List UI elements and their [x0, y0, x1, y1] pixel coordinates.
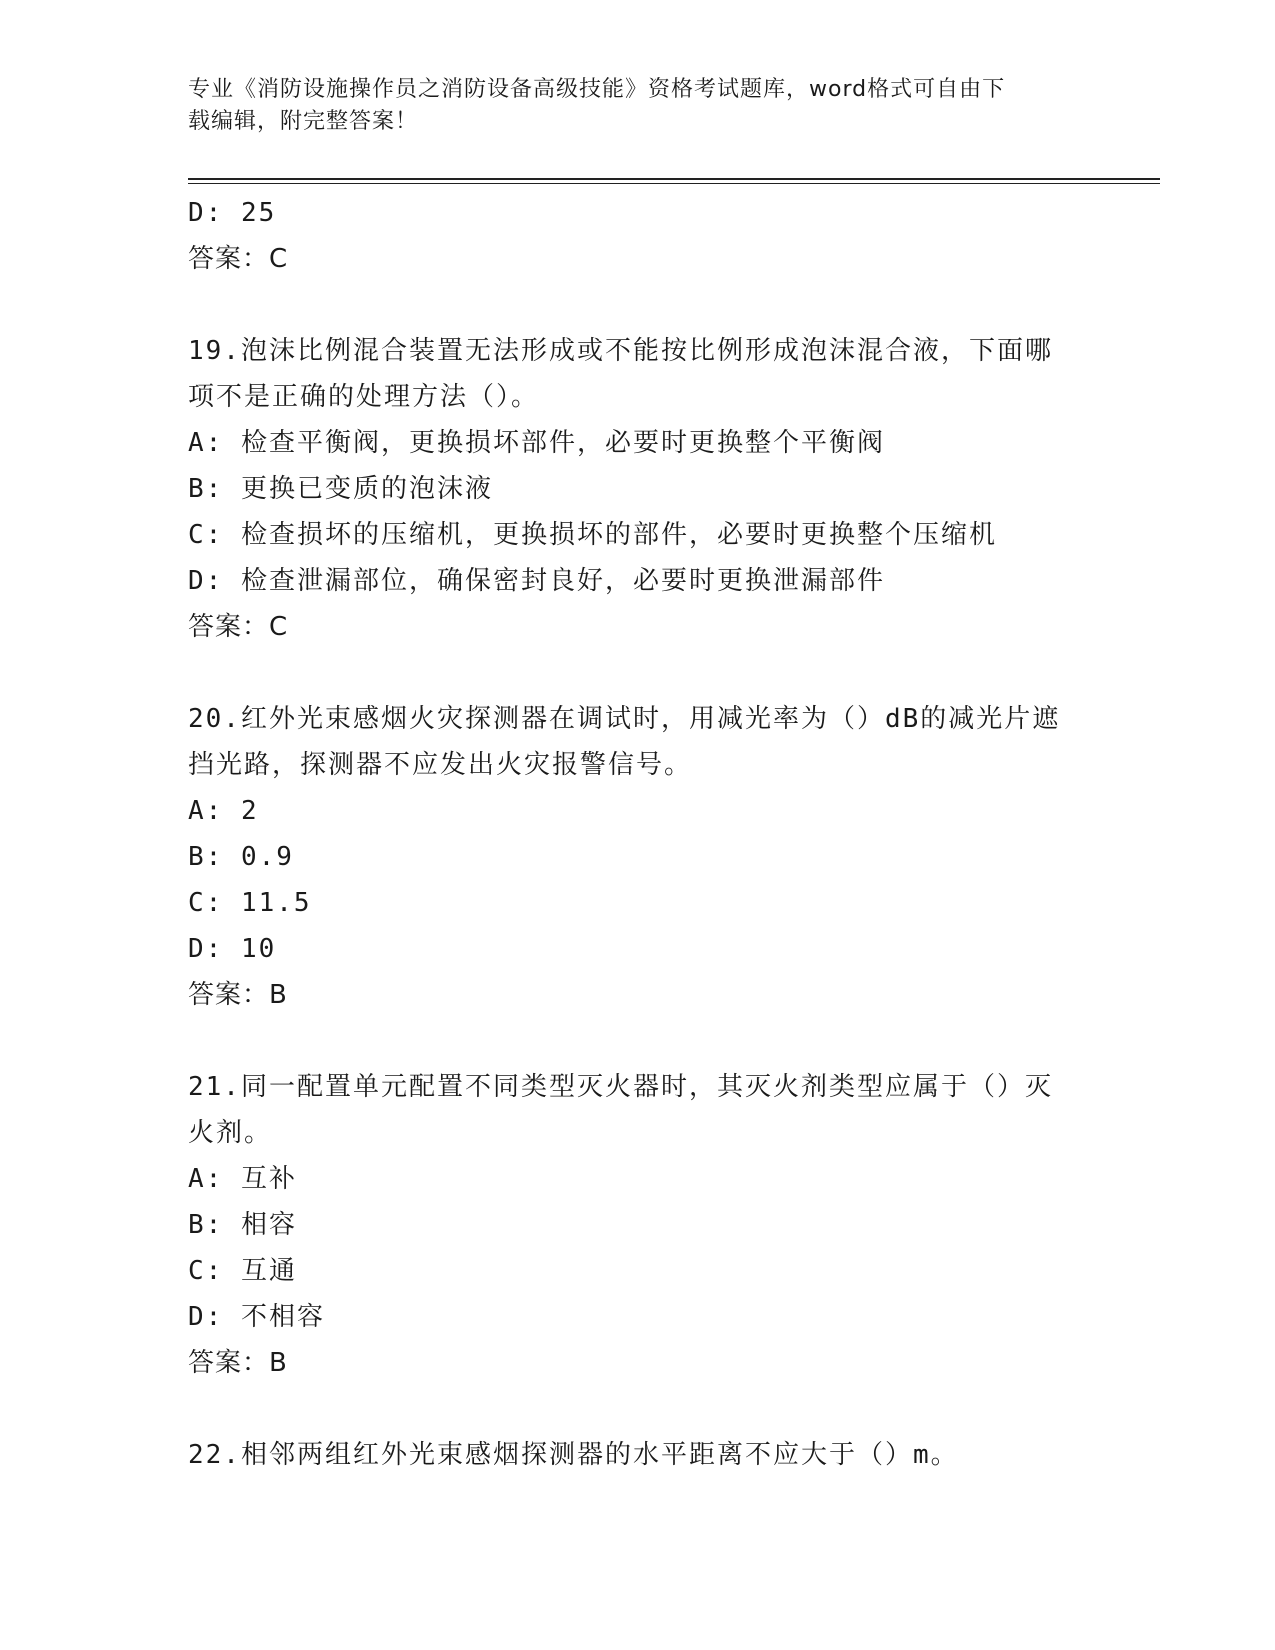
question-19	[188, 328, 1088, 650]
answer-line: 答案：B	[188, 1348, 288, 1378]
question-21	[188, 1064, 1088, 1386]
page-header	[188, 74, 1088, 138]
question-22	[188, 1432, 1088, 1478]
option-a: A: 检查平衡阀，更换损坏部件，必要时更换整个平衡阀	[188, 428, 885, 458]
option-b: B: 更换已变质的泡沫液	[188, 474, 493, 504]
spacer	[188, 1018, 1088, 1064]
header-divider-thin	[188, 183, 1160, 184]
spacer	[188, 1386, 1088, 1432]
option-d: D: 25	[188, 198, 277, 228]
question-stem: 19.泡沫比例混合装置无法形成或不能按比例形成泡沫混合液，下面哪	[188, 336, 1053, 366]
option-d: D: 10	[188, 934, 277, 964]
option-b: B: 相容	[188, 1210, 297, 1240]
question-stem: 22.相邻两组红外光束感烟探测器的水平距离不应大于（）m。	[188, 1440, 959, 1470]
header-divider-thick	[188, 178, 1160, 180]
header-line-2: 载编辑，附完整答案！	[188, 109, 419, 134]
option-b: B: 0.9	[188, 842, 294, 872]
spacer	[188, 282, 1088, 328]
question-stem-cont: 火剂。	[188, 1118, 273, 1148]
answer-line: 答案：B	[188, 980, 288, 1010]
question-20	[188, 696, 1088, 1018]
question-stem-cont: 挡光路，探测器不应发出火灾报警信号。	[188, 750, 693, 780]
question-list	[188, 190, 1088, 1478]
answer-line: 答案：C	[188, 612, 289, 642]
option-c: C: 检查损坏的压缩机，更换损坏的部件，必要时更换整个压缩机	[188, 520, 997, 550]
option-d: D: 不相容	[188, 1302, 325, 1332]
question-stem: 21.同一配置单元配置不同类型灭火器时，其灭火剂类型应属于（）灭	[188, 1072, 1053, 1102]
option-d: D: 检查泄漏部位，确保密封良好，必要时更换泄漏部件	[188, 566, 885, 596]
option-c: C: 互通	[188, 1256, 297, 1286]
option-a: A: 2	[188, 796, 259, 826]
question-stem-cont: 项不是正确的处理方法（）。	[188, 382, 540, 412]
question-stem: 20.红外光束感烟火灾探测器在调试时，用减光率为（）dB的减光片遮	[188, 704, 1061, 734]
option-a: A: 互补	[188, 1164, 297, 1194]
header-line-1: 专业《消防设施操作员之消防设备高级技能》资格考试题库，word格式可自由下	[188, 77, 1006, 102]
option-c: C: 11.5	[188, 888, 312, 918]
answer-line: 答案：C	[188, 244, 289, 274]
spacer	[188, 650, 1088, 696]
